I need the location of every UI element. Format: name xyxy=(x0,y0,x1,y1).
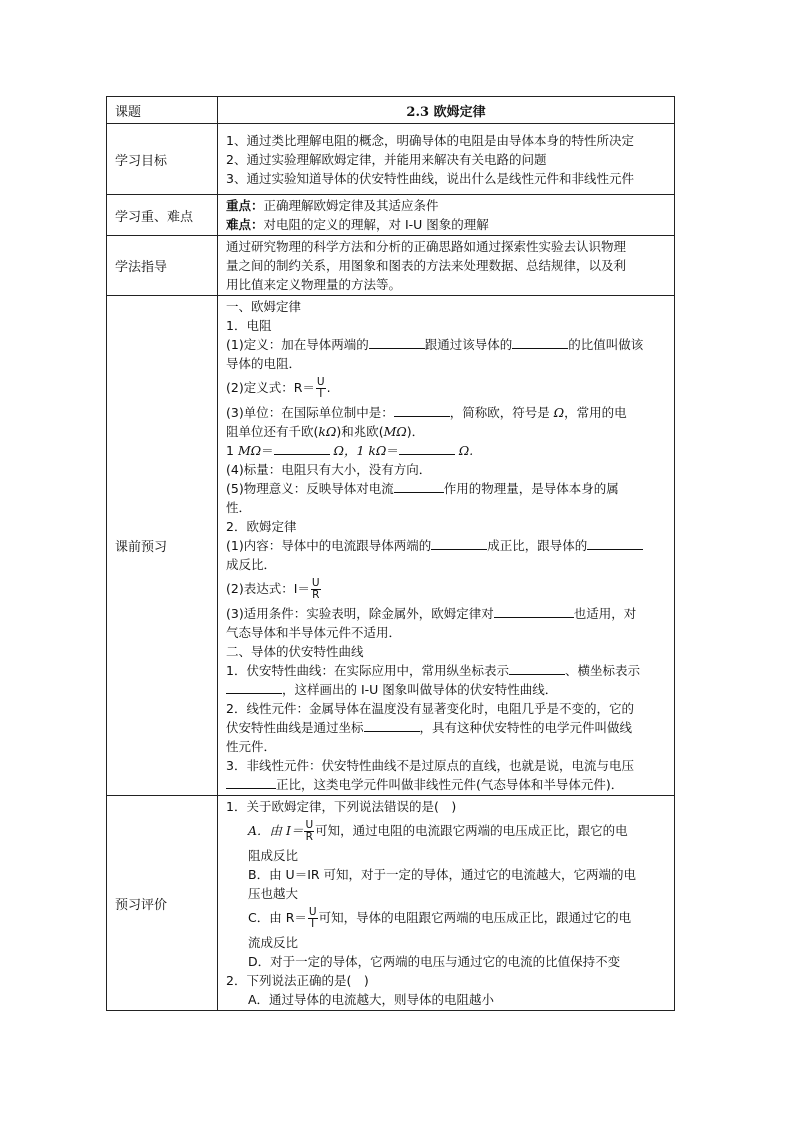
unit-line: (3)单位：在国际单位制中是： ，简称欧，符号是 Ω，常用的电 xyxy=(226,405,627,420)
fraction: $\frac{U}{I}$ xyxy=(308,906,317,930)
scalar-line: (4)标量：电阻只有大小，没有方向． xyxy=(226,462,432,477)
method-line: 通过研究物理的科学方法和分析的正确思路如通过探索性实验去认识物理 xyxy=(226,239,627,254)
key-points-row xyxy=(107,195,675,236)
question: 2．下列说法正确的是( ) xyxy=(226,973,369,988)
key-points-content xyxy=(218,195,675,236)
method-label: 学法指导 xyxy=(107,236,218,296)
option-a-continued: 阻成反比 xyxy=(248,848,299,863)
option-c-continued: 流成反比 xyxy=(248,935,299,950)
fill-blank[interactable] xyxy=(512,336,568,349)
conversion-line: 1 MΩ＝ Ω，1 kΩ＝ Ω. xyxy=(226,443,474,458)
fraction: $\frac{U}{R}$ xyxy=(311,577,320,601)
linear-line: 性元件． xyxy=(226,739,277,754)
assessment-label: 预习评价 xyxy=(107,796,218,1011)
method-content xyxy=(218,236,675,296)
va-curve-line: ，这样画出的 I-U 图象叫做导体的伏安特性曲线． xyxy=(226,680,668,699)
fill-blank[interactable] xyxy=(369,336,425,349)
question: 1．关于欧姆定律，下列说法错误的是( ) xyxy=(226,799,457,814)
fill-blank[interactable] xyxy=(226,681,282,694)
unit-line: 阻单位还有千欧(kΩ)和兆欧(MΩ)． xyxy=(226,424,425,439)
difficulty-heading: 难点： xyxy=(226,217,264,232)
fraction: $\frac{U}{I}$ xyxy=(316,376,325,400)
definition-line: 导体的电阻． xyxy=(226,356,302,371)
subsection-heading: 2．欧姆定律 xyxy=(226,519,297,534)
fill-blank[interactable] xyxy=(494,605,574,618)
meaning-line: (5)物理意义：反映导体对电流 作用的物理量，是导体本身的属 xyxy=(226,481,619,496)
key-point-text: 正确理解欧姆定律及其适应条件 xyxy=(263,198,439,213)
fraction: $\frac{U}{R}$ xyxy=(305,819,314,843)
expression-line: (2)表达式：I＝ $\frac{U}{R}$ xyxy=(226,577,320,601)
fill-blank[interactable] xyxy=(364,719,420,732)
preview-row xyxy=(107,296,675,796)
key-point-heading: 重点： xyxy=(226,198,264,213)
objective-item: 2、通过实验理解欧姆定律，并能用来解决有关电路的问题 xyxy=(226,151,547,167)
method-line: 量之间的制约关系，用图象和图表的方法来处理数据、总结规律，以及利 xyxy=(226,258,627,273)
option-b-continued: 压也越大 xyxy=(248,886,299,901)
key-points-label: 学习重、难点 xyxy=(107,195,218,236)
linear-line: 伏安特性曲线是通过坐标 ，具有这种伏安特性的电学元件叫做线 xyxy=(226,720,633,735)
subsection-heading: 1．电阻 xyxy=(226,318,272,333)
fill-blank[interactable] xyxy=(431,537,487,550)
assessment-row xyxy=(107,796,675,1011)
lesson-plan-table xyxy=(106,96,675,1011)
preview-content xyxy=(218,296,675,796)
title-row xyxy=(107,97,675,124)
difficulty-text: 对电阻的定义的理解，对 I-U 图象的理解 xyxy=(263,217,489,232)
section-heading: 二、导体的伏安特性曲线 xyxy=(226,644,364,659)
option-a[interactable]: A．由 I＝ $\frac{U}{R}$ 可知，通过电阻的电流跟它两端的电压成正比，跟它的电 xyxy=(248,819,628,843)
assessment-content xyxy=(218,796,675,1011)
fill-blank[interactable] xyxy=(274,442,330,455)
objectives-content xyxy=(218,124,675,195)
objective-item: 1、通过类比理解电阻的概念，明确导体的电阻是由导体本身的特性所决定 xyxy=(226,132,634,148)
nonlinear-line: 正比，这类电学元件叫做非线性元件(气态导体和半导体元件)． xyxy=(226,775,668,794)
fill-blank[interactable] xyxy=(394,480,444,493)
lesson-title: 2.3 欧姆定律 xyxy=(218,97,675,124)
meaning-line: 性． xyxy=(226,500,252,515)
option-c[interactable]: C．由 R＝ $\frac{U}{I}$ 可知，导体的电阻跟它两端的电压成正比，跟通过它的电 xyxy=(248,906,632,930)
option-b[interactable]: B．由 U＝IR 可知，对于一定的导体，通过它的电流越大，它两端的电 xyxy=(248,867,637,882)
linear-line: 2．线性元件：金属导体在温度没有显著变化时，电阻几乎是不变的，它的 xyxy=(226,701,634,716)
fill-blank[interactable] xyxy=(587,537,643,550)
fill-blank[interactable] xyxy=(509,662,565,675)
content-line: 成反比． xyxy=(226,557,277,572)
objectives-row xyxy=(107,124,675,195)
option-d[interactable]: D．对于一定的导体，它两端的电压与通过它的电流的比值保持不变 xyxy=(248,954,621,969)
topic-label: 课题 xyxy=(107,97,218,124)
content-line: (1)内容：导体中的电流跟导体两端的 成正比，跟导体的 xyxy=(226,536,668,555)
method-line: 用比值来定义物理量的方法等。 xyxy=(226,277,402,292)
objective-item: 3、通过实验知道导体的伏安特性曲线，说出什么是线性元件和非线性元件 xyxy=(226,170,634,186)
fill-blank[interactable] xyxy=(399,442,455,455)
nonlinear-line: 3．非线性元件：伏安特性曲线不是过原点的直线，也就是说，电流与电压 xyxy=(226,758,634,773)
condition-line: 气态导体和半导体元件不适用． xyxy=(226,625,402,640)
preview-label: 课前预习 xyxy=(107,296,218,796)
fill-blank[interactable] xyxy=(394,404,450,417)
formula-line: (2)定义式：R＝ $\frac{U}{I}$ . xyxy=(226,376,331,400)
section-heading: 一、欧姆定律 xyxy=(226,299,302,314)
fill-blank[interactable] xyxy=(226,776,276,789)
option-a[interactable]: A．通过导体的电流越大，则导体的电阻越小 xyxy=(248,992,495,1007)
method-row xyxy=(107,236,675,296)
condition-line: (3)适用条件：实验表明，除金属外，欧姆定律对 也适用，对 xyxy=(226,606,637,621)
objectives-label: 学习目标 xyxy=(107,124,218,195)
definition-line: (1)定义：加在导体两端的 跟通过该导体的 的比值叫做该 xyxy=(226,337,644,352)
va-curve-line: 1．伏安特性曲线：在实际应用中，常用纵坐标表示 、横坐标表示 xyxy=(226,663,640,678)
